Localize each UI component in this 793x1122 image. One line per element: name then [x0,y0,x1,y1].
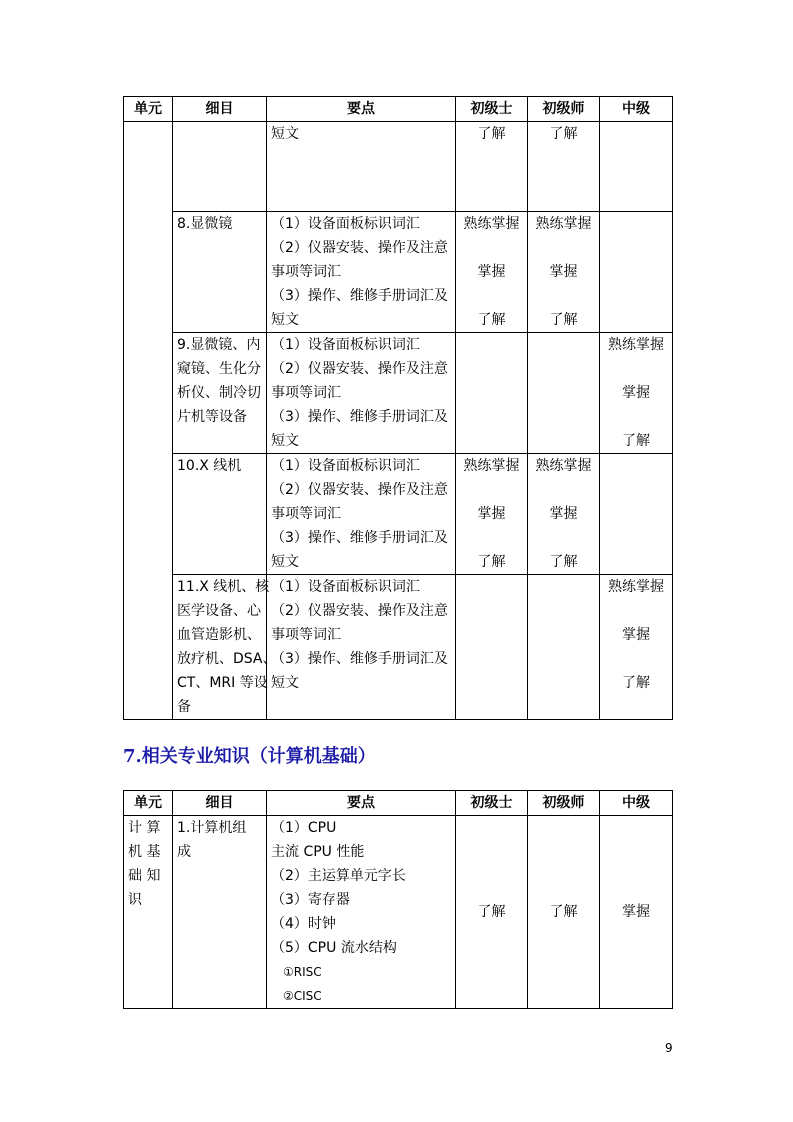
point-line: 短文 [271,312,299,328]
item-line: 片机等设备 [177,409,247,425]
point-line: （3）操作、维修手册词汇及 [271,409,448,425]
point-line: （3）寄存器 [271,892,350,908]
header-unit: 单元 [124,97,173,122]
point-line: （5）CPU 流水结构 [271,940,397,956]
level-junior-master [528,122,600,212]
level-text: 掌握 [622,627,650,643]
item-cell [173,575,277,720]
point-line: （2）仪器安装、操作及注意 [271,482,448,498]
item-cell [173,816,267,1009]
point-line: ①RISC [283,965,322,979]
header-junior-master: 初级师 [528,791,600,816]
point-line: （2）主运算单元字长 [271,868,406,884]
point-line: 短文 [271,675,299,691]
points-cell [267,333,456,454]
table-header-row [124,97,673,122]
page-number: 9 [665,1041,673,1055]
points-cell [267,454,456,575]
header-item: 细目 [173,791,267,816]
level-spacer [532,478,595,502]
level-junior-master [528,212,600,333]
level-junior-tech: 了解 [456,816,528,1009]
level-text: 了解 [477,312,506,328]
point-line: （1）CPU [271,820,337,836]
item-line: 放疗机、DSA、 [177,651,277,667]
level-text: 了解 [549,312,578,328]
level-junior-tech [456,122,528,212]
level-text: 熟练掌握 [463,458,520,474]
header-junior-tech: 初级士 [456,791,528,816]
level-spacer [532,284,595,308]
level-text: 熟练掌握 [535,216,592,232]
level-junior-tech [456,575,528,720]
level-text: 掌握 [477,506,506,522]
table-row [124,454,673,575]
level-spacer [532,526,595,550]
item-line: 9.显微镜、内 [177,337,261,353]
unit-cell [124,122,173,720]
item-line: 析仪、制冷切 [177,385,261,401]
item-line: 8.显微镜 [177,216,233,232]
table-row [124,816,673,1009]
level-junior-master [528,575,600,720]
level-junior-tech [456,454,528,575]
unit-line: 机 基 [128,844,161,860]
point-line: 事项等词汇 [271,627,341,643]
item-line: 窥镜、生化分 [177,361,261,377]
level-junior-tech [456,333,528,454]
point-line: （1）设备面板标识词汇 [271,337,420,353]
level-spacer [460,236,523,260]
item-line: 10.X 线机 [177,458,242,474]
table-row [124,122,673,212]
point-line: 事项等词汇 [271,506,341,522]
level-intermediate [600,122,673,212]
level-text: 了解 [477,126,506,142]
level-spacer [604,405,668,429]
item-line: 成 [177,844,191,860]
level-text: 了解 [549,554,578,570]
level-spacer [460,284,523,308]
point-line: 事项等词汇 [271,264,341,280]
point-line: （1）设备面板标识词汇 [271,216,420,232]
level-text: 熟练掌握 [608,337,664,353]
level-text: 熟练掌握 [463,216,520,232]
requirements-table-1 [123,96,673,720]
unit-line: 础 知 [128,868,161,884]
point-line: 事项等词汇 [271,385,341,401]
point-line: （1）设备面板标识词汇 [271,458,420,474]
header-junior-master: 初级师 [528,97,600,122]
level-intermediate [600,575,673,720]
table-header-row [124,791,673,816]
header-points: 要点 [267,791,456,816]
table-row [124,212,673,333]
point-line: 主流 CPU 性能 [271,844,365,860]
level-text: 掌握 [549,264,578,280]
header-junior-tech: 初级士 [456,97,528,122]
level-text: 了解 [549,126,578,142]
item-line: 医学设备、心 [177,603,261,619]
level-junior-master: 了解 [528,816,600,1009]
header-intermediate: 中级 [600,97,673,122]
points-cell [267,122,456,212]
point-line: 短文 [271,433,299,449]
level-intermediate: 掌握 [600,816,673,1009]
point-line: （1）设备面板标识词汇 [271,579,420,595]
level-intermediate [600,212,673,333]
level-text: 了解 [622,433,650,449]
level-spacer [460,478,523,502]
level-text: 掌握 [622,385,650,401]
level-junior-master [528,454,600,575]
points-cell [267,816,456,1009]
level-intermediate [600,333,673,454]
point-line: （3）操作、维修手册词汇及 [271,651,448,667]
header-unit: 单元 [124,791,173,816]
unit-line: 计 算 [128,820,161,836]
section-title: 7.相关专业知识（计算机基础） [123,746,376,767]
points-cell [267,575,456,720]
table-row [124,575,673,720]
point-line: 短文 [271,554,299,570]
level-text: 熟练掌握 [535,458,592,474]
point-line: （2）仪器安装、操作及注意 [271,361,448,377]
level-spacer [604,647,668,671]
item-cell [173,122,267,212]
header-intermediate: 中级 [600,791,673,816]
item-line: 血管造影机、 [177,627,261,643]
requirements-table-2 [123,790,673,1009]
unit-cell [124,816,173,1009]
level-text: 掌握 [477,264,506,280]
level-text: 熟练掌握 [608,579,664,595]
point-line: （2）仪器安装、操作及注意 [271,603,448,619]
item-line: 1.计算机组 [177,820,247,836]
point-line: 短文 [271,126,299,142]
item-cell [173,454,267,575]
header-points: 要点 [267,97,456,122]
item-line: 11.X 线机、核 [177,579,270,595]
point-line: （3）操作、维修手册词汇及 [271,530,448,546]
level-spacer [532,236,595,260]
level-text: 了解 [477,554,506,570]
level-spacer [604,357,668,381]
item-cell [173,333,267,454]
item-cell [173,212,267,333]
point-line: （2）仪器安装、操作及注意 [271,240,448,256]
level-text: 了解 [622,675,650,691]
item-line: 备 [177,699,191,715]
header-item: 细目 [173,97,267,122]
level-junior-tech [456,212,528,333]
unit-line: 识 [128,892,142,908]
level-intermediate [600,454,673,575]
table-row [124,333,673,454]
point-line: ②CISC [283,989,322,1003]
level-text: 掌握 [549,506,578,522]
level-junior-master [528,333,600,454]
points-cell [267,212,456,333]
level-spacer [604,599,668,623]
item-line: CT、MRI 等设 [177,675,268,691]
level-spacer [460,526,523,550]
point-line: （3）操作、维修手册词汇及 [271,288,448,304]
point-line: （4）时钟 [271,916,336,932]
